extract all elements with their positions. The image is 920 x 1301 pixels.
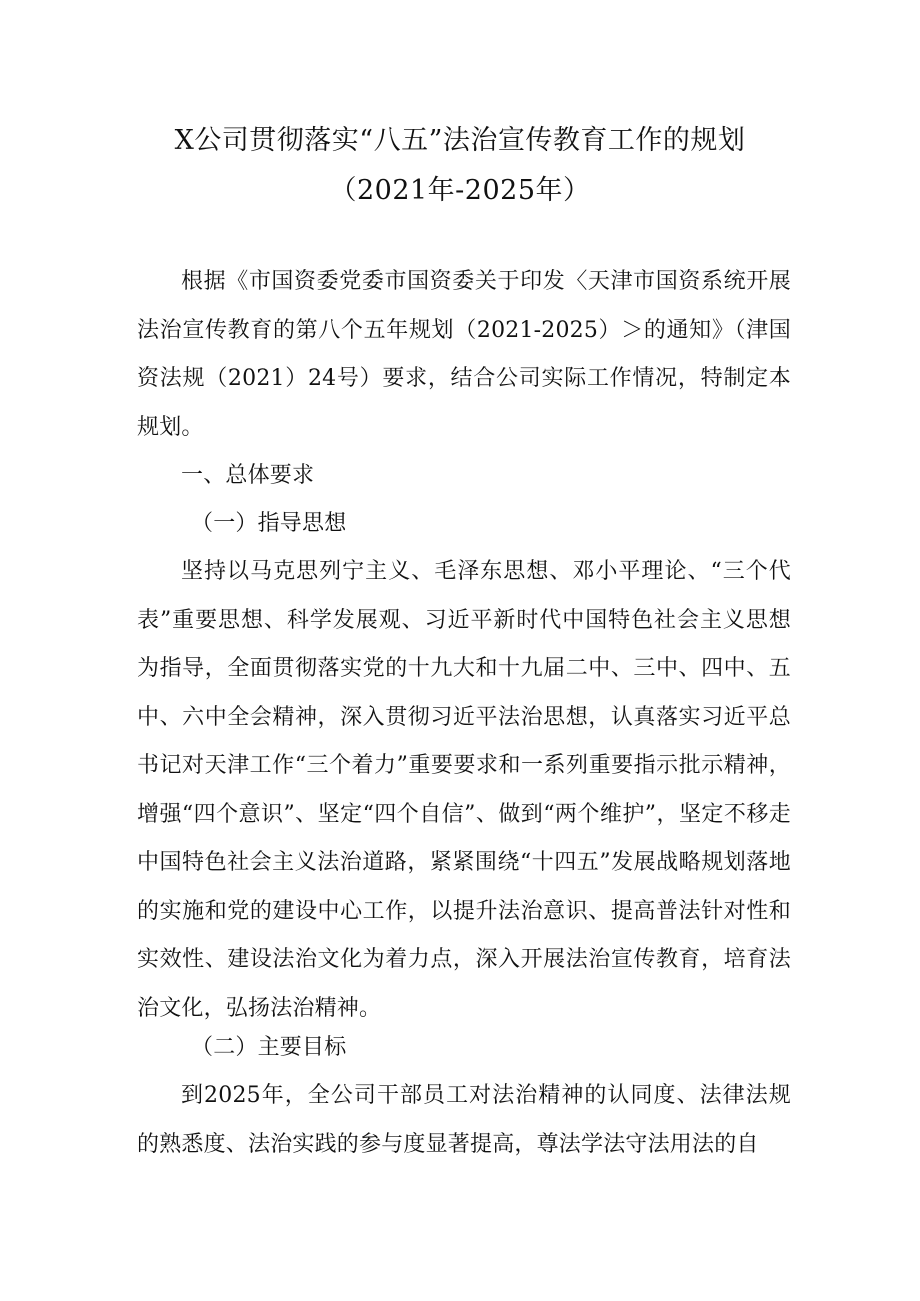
guiding-ideology-paragraph: 坚持以马克思列宁主义、毛泽东思想、邓小平理论、“三个代表”重要思想、科学发展观、习近平新时代中国特色社会主义思想为指导，全面贯彻落实党的十九大和十九届二中、三中、四中、五中、六中全会精神，深入贯彻习近平法治思想，认真落实习近平总书记对天津工作“三个着力”重要要求和一系列重要指示批示精神，增强“四个意识”、坚定“四个自信”、做到“两个维护”，坚定不移走中国特色社会主义法治道路，紧紧围绕“十四五”发展战略规划落地的实施和党的建设中心工作，以提升法治意识、提高普法针对性和实效性、建设法治文化为着力点，深入开展法治宣传教育，培育法治文化，弘扬法治精神。 [137,559,791,1021]
main-goals-paragraph: 到2025年，全公司干部员工对法治精神的认同度、法律法规的熟悉度、法治实践的参与度显著提高，尊法学法守法用法的自 [137,1083,791,1157]
document-subtitle-years: （2021年-2025年） [329,175,591,206]
document-title: X公司贯彻落实“八五”法治宣传教育工作的规划 [174,125,746,156]
section-heading-general-requirements: 一、总体要求 [181,463,315,488]
intro-paragraph: 根据《市国资委党委市国资委关于印发〈天津市国资系统开展法治宣传教育的第八个五年规划（2021-2025）＞的通知》（津国资法规（2021）24号）要求，结合公司实际工作情况，特制定本规划。 [137,269,791,440]
subsection-heading-main-goals: （二）主要目标 [191,1035,347,1060]
subsection-heading-guiding-ideology: （一）指导思想 [191,511,347,536]
